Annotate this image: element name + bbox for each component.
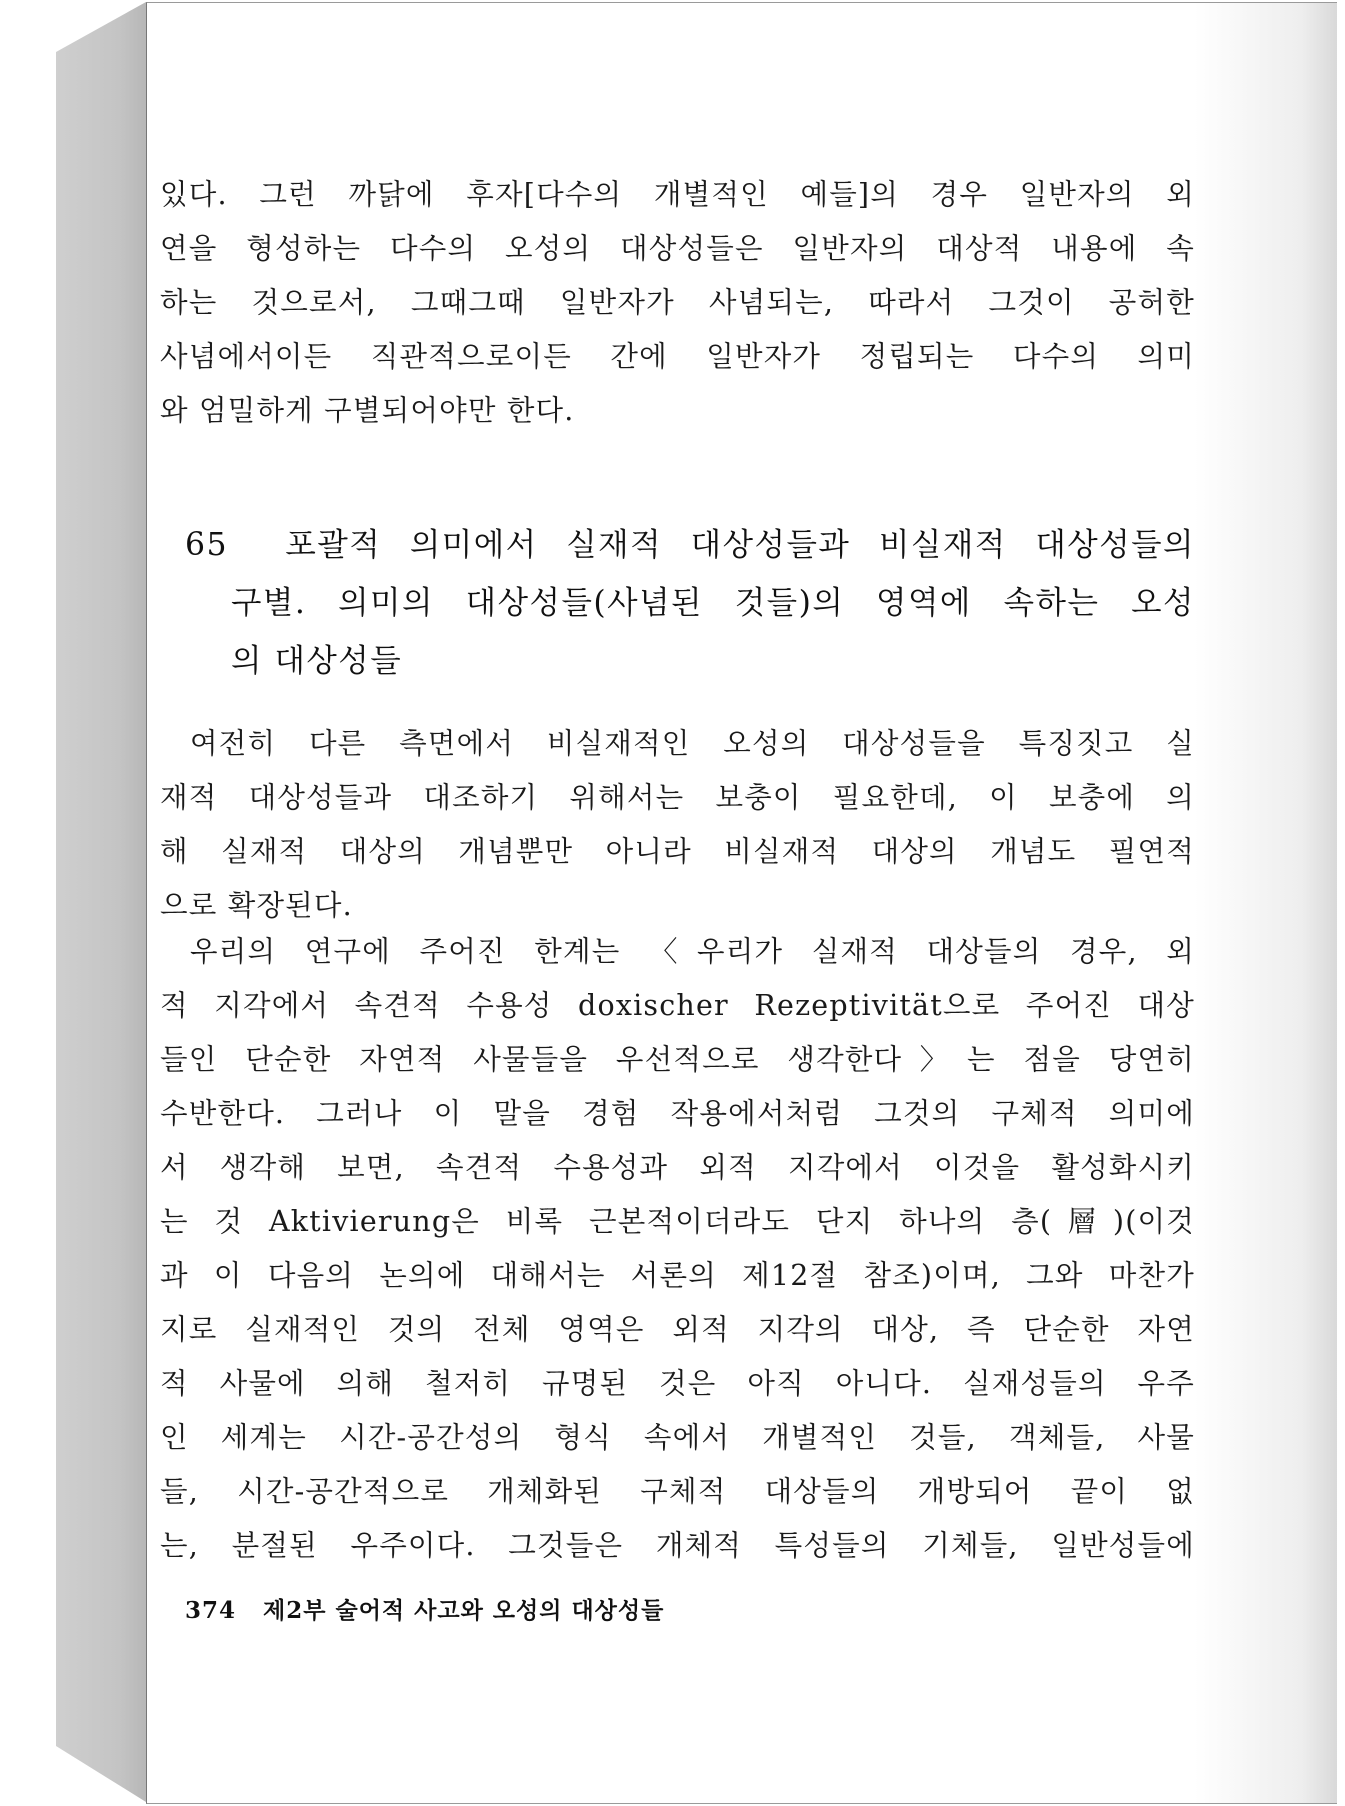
text-line: 으로 확장된다. — [160, 889, 353, 922]
text-line: 수반한다. 그러나 이 말을 경험 작용에서처럼 그것의 구체적 의미에 — [160, 1097, 1195, 1130]
page-footer — [185, 1592, 664, 1625]
text-line: 우리의 연구에 주어진 한계는 〈우리가 실재적 대상들의 경우, 외 — [190, 935, 1195, 968]
text-line: 재적 대상성들과 대조하기 위해서는 보충이 필요한데, 이 보충에 의 — [160, 781, 1195, 814]
text-line: 는, 분절된 우주이다. 그것들은 개체적 특성들의 기체들, 일반성들에 — [160, 1529, 1195, 1562]
book-spine-side — [56, 0, 146, 1806]
section-title-part: 구별. 의미의 대상성들(사념된 것들)의 영역에 속하는 오성 — [231, 585, 1195, 621]
section-number: 65 — [185, 527, 229, 563]
text-line: 는 것 Aktivierung은 비록 근본적이더라도 단지 하나의 층(層)(이것 — [160, 1205, 1195, 1238]
text-line: 해 실재적 대상의 개념뿐만 아니라 비실재적 대상의 개념도 필연적 — [160, 835, 1195, 868]
text-line: 인 세계는 시간-공간성의 형식 속에서 개별적인 것들, 객체들, 사물 — [160, 1421, 1195, 1454]
text-line: 연을 형성하는 다수의 오성의 대상성들은 일반자의 대상적 내용에 속 — [160, 232, 1195, 265]
text-line: 과 이 다음의 논의에 대해서는 서론의 제12절 참조)이며, 그와 마찬가 — [160, 1259, 1195, 1292]
text-line: 사념에서이든 직관적으로이든 간에 일반자가 정립되는 다수의 의미 — [160, 340, 1195, 373]
section-title-part: 의 대상성들 — [231, 643, 403, 679]
text-line: 있다. 그런 까닭에 후자[다수의 개별적인 예들]의 경우 일반자의 외 — [160, 178, 1195, 211]
paragraph-continued — [160, 168, 1195, 438]
text-line: 서 생각해 보면, 속견적 수용성과 외적 지각에서 이것을 활성화시키 — [160, 1151, 1195, 1184]
running-title: 제2부 술어적 사고와 오성의 대상성들 — [263, 1597, 665, 1624]
section-title-part: 포괄적 의미에서 실재적 대상성들과 비실재적 대상성들의 — [285, 527, 1195, 563]
text-line: 적 지각에서 속견적 수용성 doxischer Rezeptivität으로 주어진 대상 — [160, 989, 1195, 1022]
text-line: 와 엄밀하게 구별되어야만 한다. — [160, 394, 575, 427]
text-line: 하는 것으로서, 그때그때 일반자가 사념되는, 따라서 그것이 공허한 — [160, 286, 1195, 319]
paragraph — [160, 925, 1195, 1573]
section-heading-line — [185, 516, 1195, 574]
page-number: 374 — [185, 1597, 237, 1624]
text-line: 들, 시간-공간적으로 개체화된 구체적 대상들의 개방되어 끝이 없 — [160, 1475, 1195, 1508]
text-line: 적 사물에 의해 철저히 규명된 것은 아직 아니다. 실재성들의 우주 — [160, 1367, 1195, 1400]
section-heading — [185, 516, 1195, 690]
text-line: 들인 단순한 자연적 사물들을 우선적으로 생각한다〉는 점을 당연히 — [160, 1043, 1195, 1076]
text-line: 지로 실재적인 것의 전체 영역은 외적 지각의 대상, 즉 단순한 자연 — [160, 1313, 1195, 1346]
paragraph — [160, 717, 1195, 933]
text-line: 여전히 다른 측면에서 비실재적인 오성의 대상성들을 특징짓고 실 — [190, 727, 1195, 760]
